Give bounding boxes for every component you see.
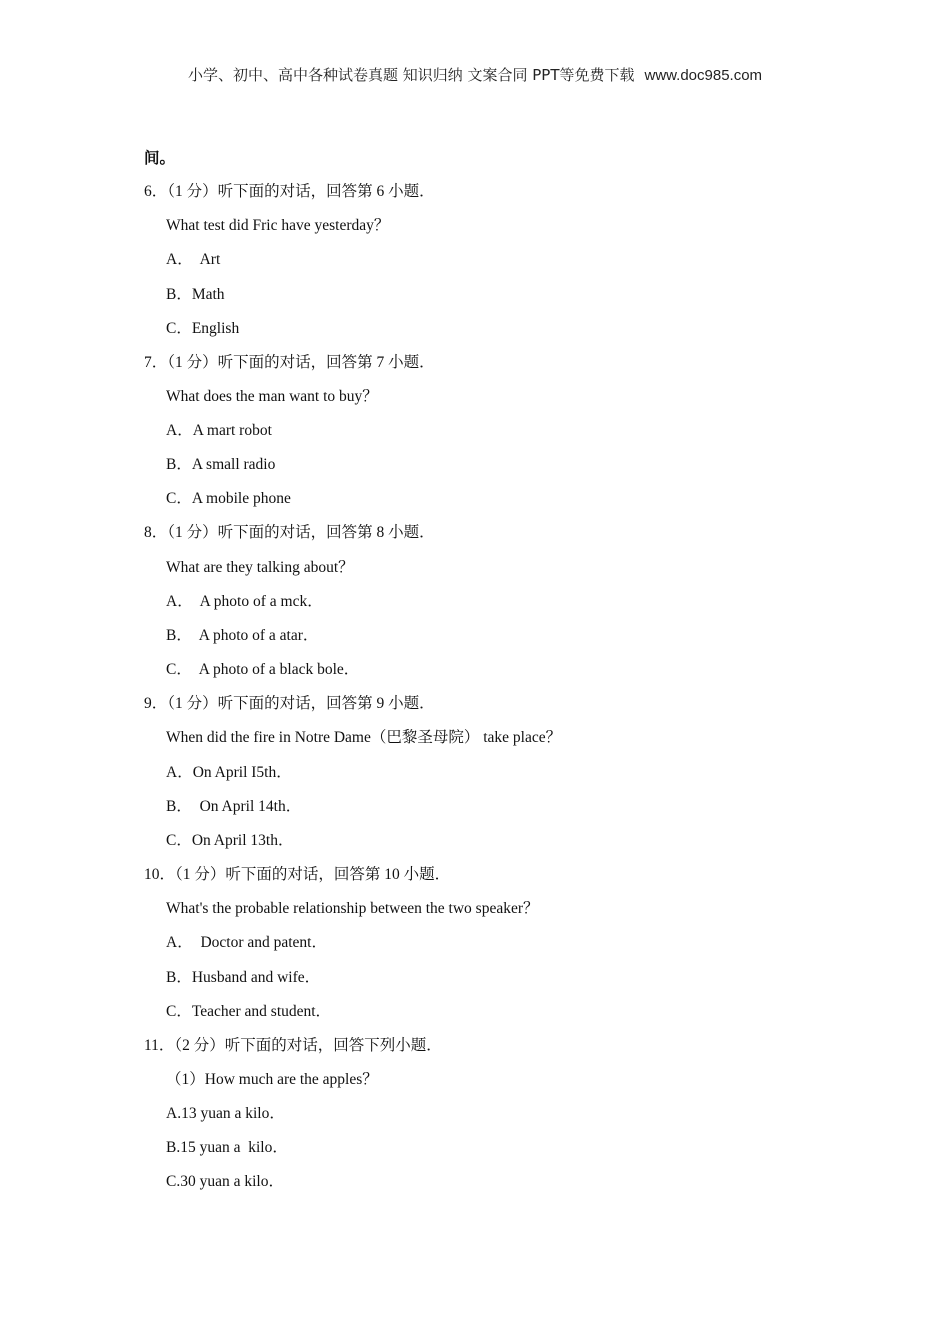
option-b: B．A small radio [166,456,276,473]
question-text: What test did Fric have yesterday？ [166,217,390,234]
question-stem: 6．（1 分）听下面的对话，回答第 6 小题． [144,183,435,200]
question-stem: 10．（1 分）听下面的对话，回答第 10 小题． [144,866,451,883]
page-header [0,64,950,85]
question-text: （1）How much are the apples？ [166,1071,378,1088]
question-stem: 11．（2 分）听下面的对话，回答下列小题． [144,1037,442,1054]
option-c: C． A photo of a black bole． [166,661,360,678]
question-stem: 9．（1 分）听下面的对话，回答第 9 小题． [144,695,435,712]
question-text: What's the probable relationship between the two speaker？ [166,900,539,917]
fragment-text: 间。 [144,150,176,167]
option-b: B.15 yuan a kilo． [166,1139,288,1156]
option-b: B． A photo of a atar． [166,627,319,644]
header-url[interactable]: www.doc985.com [644,67,763,84]
question-text: What does the man want to buy？ [166,388,378,405]
option-c: C．Teacher and student． [166,1003,332,1020]
option-a: A． A photo of a mck． [166,593,323,610]
option-c: C．A mobile phone [166,490,291,507]
option-a: A． Doctor and patent． [166,934,327,951]
question-stem: 8．（1 分）听下面的对话，回答第 8 小题． [144,524,435,541]
option-c: C.30 yuan a kilo． [166,1173,284,1190]
option-a: A．A mart robot [166,422,272,439]
option-a: A． Art [166,251,221,268]
option-a: A.13 yuan a kilo． [166,1105,285,1122]
option-c: C．English [166,320,240,337]
header-text: 小学、初中、高中各种试卷真题 知识归纳 文案合同 PPT等免费下载 [187,66,635,84]
option-c: C．On April 13th． [166,832,294,849]
option-b: B． On April 14th． [166,798,302,815]
question-text: When did the fire in Notre Dame（巴黎圣母院） take place？ [166,729,562,746]
question-stem: 7．（1 分）听下面的对话，回答第 7 小题． [144,354,435,371]
option-a: A．On April I5th． [166,764,292,781]
option-b: B．Husband and wife． [166,969,321,986]
question-text: What are they talking about？ [166,559,354,576]
option-b: B．Math [166,286,225,303]
